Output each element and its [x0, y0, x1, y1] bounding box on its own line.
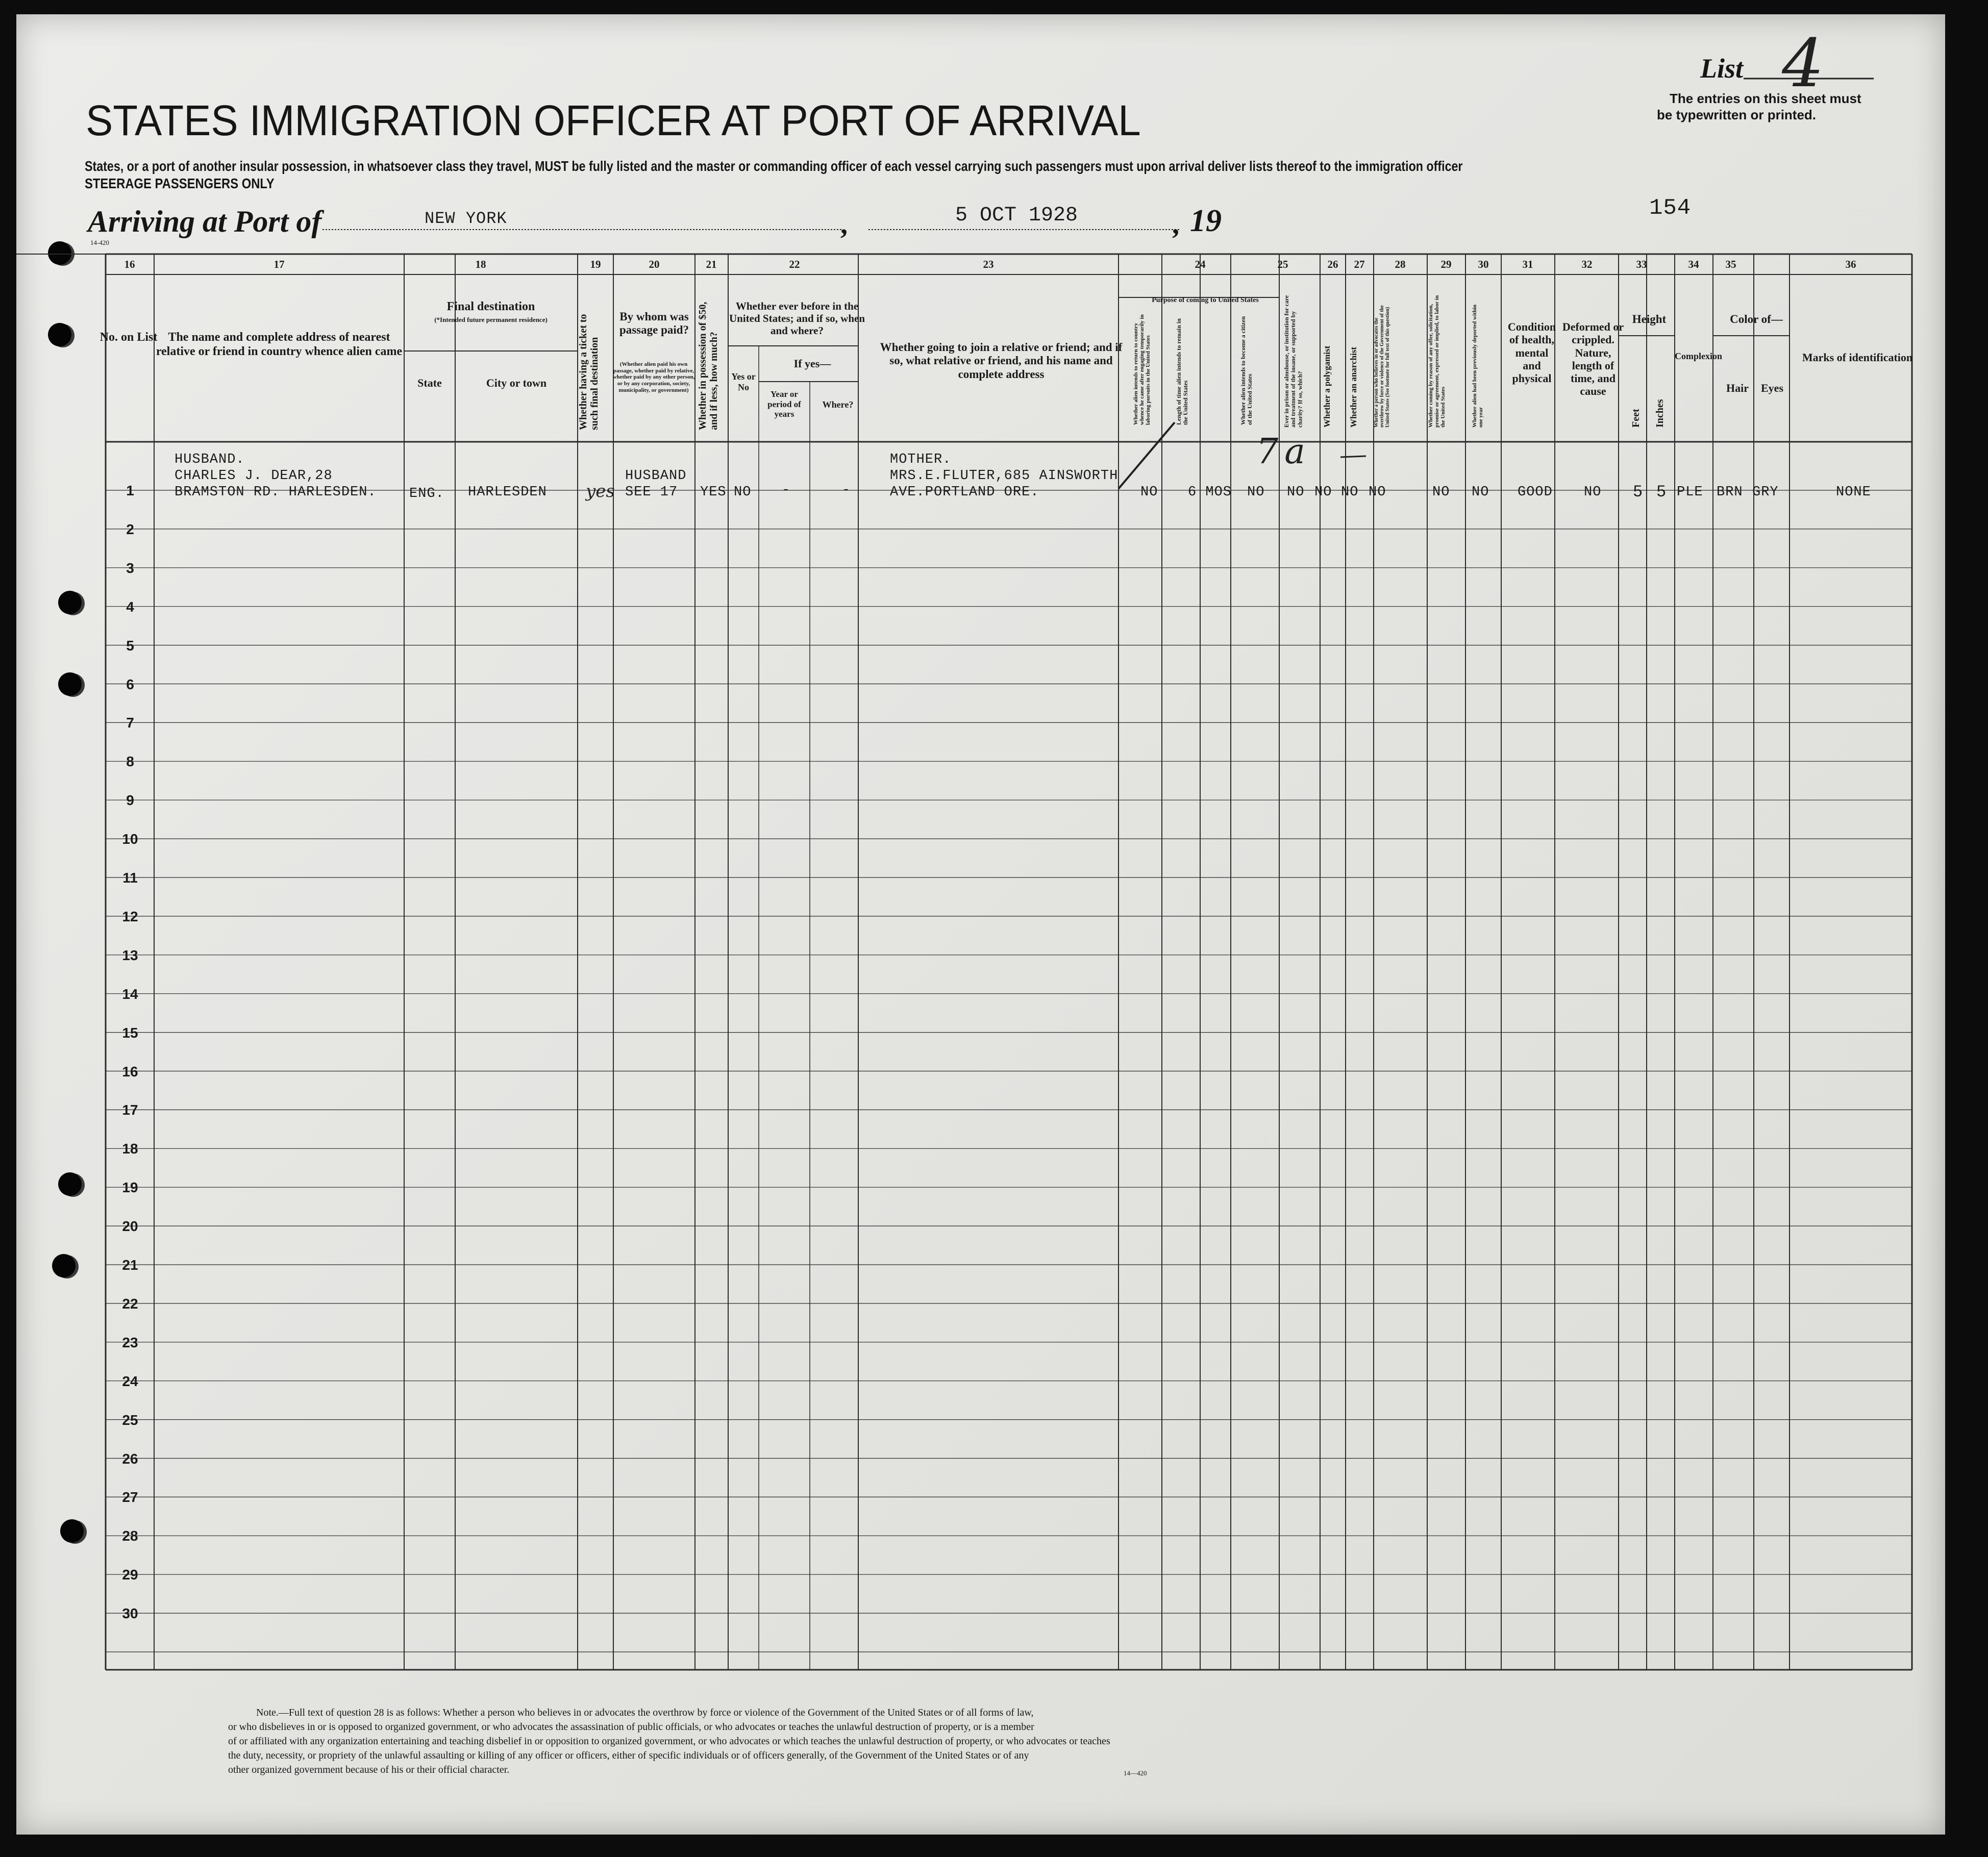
header-health: Condition of health, mental and physical: [1507, 320, 1556, 385]
row-number: 24: [122, 1373, 138, 1389]
header-citizen: Whether alien intends to become a citizen of the United States: [1239, 316, 1254, 425]
header-where: Where?: [822, 399, 854, 410]
column-number: 24: [1195, 258, 1206, 270]
header-inches: Inches: [1654, 399, 1666, 428]
row-number: 28: [122, 1528, 138, 1544]
instruction-text: States, or a port of another insular possession, in whatsoever class they travel, MUST be fully listed and the master or commanding officer of each vessel carrying such passengers must upon arrival deliver lists thereof to the immigration officer: [85, 158, 1463, 174]
header-year-period: Year or period of years: [767, 389, 801, 419]
row-number: 7: [126, 715, 134, 731]
join-line-3: AVE.PORTLAND ORE.: [890, 485, 1039, 500]
row-number: 19: [122, 1180, 138, 1196]
join-line-2: MRS.E.FLUTER,685 AINSWORTH: [890, 468, 1119, 484]
header-city: City or town: [486, 377, 547, 389]
ticket-value: yes: [586, 481, 615, 501]
row-number: 13: [122, 947, 138, 963]
before-year-value: -: [782, 483, 791, 498]
anarchist-value: NO: [1341, 485, 1359, 500]
header-final-destination: Final destination: [446, 300, 535, 313]
header-final-destination-note: (*Intended future permanent residence): [434, 316, 548, 323]
column-number: 17: [274, 258, 285, 270]
row-number: 30: [122, 1605, 138, 1622]
row-number: 27: [122, 1489, 138, 1505]
footnote-line-3: of or affiliated with any organization entertaining and teaching disbelief in or opposition to organized government, or who advocates or which teaches the unlawful destruction of property, or who advocates or teaches: [228, 1736, 1110, 1747]
column-number: 28: [1395, 258, 1406, 270]
column-number: 34: [1688, 258, 1699, 270]
comma-1: ,: [840, 209, 848, 240]
before-yes-no-value: NO: [734, 485, 752, 500]
column-number: 36: [1845, 258, 1856, 270]
row-number: 11: [122, 870, 138, 886]
header-polygamist: Whether a polygamist: [1322, 345, 1332, 428]
column-number: 27: [1354, 258, 1365, 270]
handwritten-annotation: 7a: [1256, 432, 1311, 472]
typewritten-note-line1: The entries on this sheet must: [1670, 91, 1861, 106]
paid-by-line-2: SEE 17: [625, 485, 678, 500]
contract-labor-value: NO: [1432, 485, 1450, 500]
column-number: 22: [789, 258, 800, 270]
row-number: 6: [126, 676, 134, 692]
column-number: 31: [1522, 258, 1533, 270]
column-number: 35: [1725, 258, 1736, 270]
header-overthrow: Whether a person who believes in or advocates the overthrow by force or violence of the Government of the United States (See footnote for full text of this question): [1374, 305, 1390, 428]
header-anarchist: Whether an anarchist: [1349, 346, 1358, 428]
deported-value: NO: [1472, 485, 1489, 500]
header-before-in-us: Whether ever before in the United States; and if so, when and where?: [729, 300, 865, 337]
column-number: 29: [1440, 258, 1452, 270]
manifest-sheet: [16, 14, 1945, 1835]
row-number: 5: [126, 637, 134, 654]
header-money: Whether in possession of $50, and if less, how much?: [697, 302, 719, 430]
length-of-time-value: 6 MOS: [1188, 485, 1232, 500]
row-number: 14: [122, 986, 138, 1002]
row-number: 25: [122, 1412, 138, 1428]
header-feet: Feet: [1630, 409, 1642, 428]
purpose-return-value: NO: [1140, 485, 1158, 500]
city-value: HARLESDEN: [468, 485, 547, 500]
state-value: ENG.: [409, 486, 444, 501]
column-number: 18: [475, 258, 486, 270]
header-color-of: Color of—: [1730, 313, 1783, 325]
header-eyes: Eyes: [1761, 382, 1783, 394]
overthrow-value: NO: [1369, 485, 1386, 500]
header-prison: Ever in prison or almshouse, or institution for care and treatment of the insane, or supported by charity? If so, which?: [1283, 295, 1304, 428]
row-number: 10: [122, 831, 138, 847]
row-number: 29: [122, 1567, 138, 1583]
year-prefix: 19: [1190, 204, 1222, 238]
column-number: 26: [1327, 258, 1338, 270]
row-number: 18: [122, 1141, 138, 1157]
row-number: 2: [126, 521, 134, 537]
feet-value: 5: [1633, 483, 1644, 501]
join-line-1: MOTHER.: [890, 452, 952, 467]
row-number: 20: [122, 1218, 138, 1235]
header-length-of-time: Length of time alien intends to remain in the United States: [1175, 318, 1189, 425]
marks-value: NONE: [1836, 485, 1871, 500]
footnote-line-4: the duty, necessity, or propriety of the unlawful assaulting or killing of any officer or officers, either of specific individuals or of officers generally, of the Government of the United States or of any: [228, 1750, 1029, 1761]
arriving-label: Arriving at Port of: [88, 205, 322, 238]
column-number: 19: [590, 258, 601, 270]
inches-value: 5: [1656, 483, 1667, 501]
health-value: GOOD: [1518, 485, 1553, 500]
header-deported: Whether alien had been previously deported within one year: [1472, 304, 1484, 428]
list-label: List: [1700, 53, 1744, 84]
header-hair: Hair: [1726, 382, 1749, 394]
row-number: 3: [126, 560, 134, 576]
deformed-value: NO: [1584, 485, 1602, 500]
header-passage-paid-note: (Whether alien paid his own passage, whether paid by relative, whether paid by any other person, or by any corporation, society, municipality, or government): [612, 361, 695, 393]
column-number: 16: [124, 258, 135, 270]
header-purpose-return: Whether alien intends to return to country whence he came after engaging temporarily in laboring pursuits in the United States: [1133, 314, 1152, 425]
port-value: NEW YORK: [425, 209, 507, 228]
row-number: 16: [122, 1063, 138, 1080]
header-join-relative: Whether going to join a relative or friend; and if so, what relative or friend, and his name and complete address: [880, 341, 1123, 381]
polygamist-value: NO: [1314, 485, 1332, 500]
prison-value: NO: [1287, 485, 1305, 500]
money-value: YES: [700, 485, 727, 500]
header-nearest-relative: The name and complete address of nearest relative or friend in country whence alien came: [156, 331, 403, 358]
relative-line-2: CHARLES J. DEAR,28: [175, 468, 333, 484]
paid-by-line-1: HUSBAND: [625, 468, 687, 484]
before-where-value: -: [842, 483, 851, 498]
column-number: 21: [706, 258, 717, 270]
header-if-yes: If yes—: [793, 357, 831, 370]
row-number: 17: [122, 1102, 138, 1118]
row-number: 22: [122, 1295, 138, 1312]
header-no-on-list: No. on List: [100, 331, 158, 344]
page-number: 154: [1649, 195, 1692, 221]
complexion-value: PLE: [1677, 485, 1703, 500]
relative-line-1: HUSBAND.: [175, 452, 245, 467]
header-purpose: Purpose of coming to United States: [1152, 296, 1259, 304]
column-number: 30: [1478, 258, 1489, 270]
row-number: 21: [122, 1257, 138, 1273]
header-ticket: Whether having a ticket to such final destination: [578, 314, 600, 430]
footnote-code: 14—420: [1124, 1769, 1147, 1777]
row-number: 23: [122, 1334, 138, 1350]
footnote-line-1: Note.—Full text of question 28 is as follows: Whether a person who believes in or advocates the overthrow by force or violence of the Government of the United States or of all forms of law,: [256, 1707, 1034, 1718]
footnote-line-2: or who disbelieves in or is opposed to organized government, or who advocates the assassination of public officials, or who advocates or teaches the unlawful destruction of property, or is a member: [228, 1721, 1034, 1733]
column-number: 32: [1581, 258, 1593, 270]
header-state: State: [417, 377, 442, 389]
comma-2: ,: [1172, 209, 1179, 240]
row-number: 12: [122, 908, 138, 924]
page-title: STATES IMMIGRATION OFFICER AT PORT OF ARRIVAL: [86, 96, 1141, 144]
citizen-value: NO: [1247, 485, 1265, 500]
relative-line-3: BRAMSTON RD. HARLESDEN.: [175, 485, 377, 500]
row-number: 1: [126, 483, 134, 498]
header-yes-or-no: Yes or No: [731, 371, 756, 392]
column-number: 20: [649, 258, 660, 270]
eyes-value: GRY: [1752, 485, 1779, 500]
row-number: 15: [122, 1024, 138, 1041]
row-number: 9: [126, 792, 134, 809]
row-number: 4: [126, 598, 134, 615]
header-height: Height: [1632, 313, 1667, 325]
header-marks: Marks of identification: [1802, 351, 1913, 364]
ruled-grid: [16, 14, 1945, 1835]
list-number: 4: [1782, 24, 1824, 102]
column-number: 25: [1277, 258, 1288, 270]
row-number: 26: [122, 1450, 138, 1467]
date-stamp: 5 OCT 1928: [955, 204, 1078, 227]
column-number: 23: [983, 258, 994, 270]
hair-value: BRN: [1717, 485, 1743, 500]
handwritten-marks: [1113, 412, 1369, 494]
typewritten-note-line2: be typewritten or printed.: [1657, 107, 1817, 122]
footnote-line-5: other organized government because of his or their official character.: [228, 1764, 510, 1775]
form-code: 14-420: [90, 239, 109, 246]
header-complexion: Complexion: [1675, 351, 1723, 361]
column-number: 33: [1636, 258, 1647, 270]
row-number: 8: [126, 754, 134, 770]
header-deformed: Deformed or crippled. Nature, length of time, and cause: [1562, 320, 1624, 398]
header-passage-paid: By whom was passage paid?: [619, 310, 689, 337]
class-line: STEERAGE PASSENGERS ONLY: [85, 175, 275, 191]
header-contract-labor: Whether coming by reason of any offer, solicitation, promise or agreement, expressed or implied, to labor in the United States: [1428, 295, 1447, 428]
